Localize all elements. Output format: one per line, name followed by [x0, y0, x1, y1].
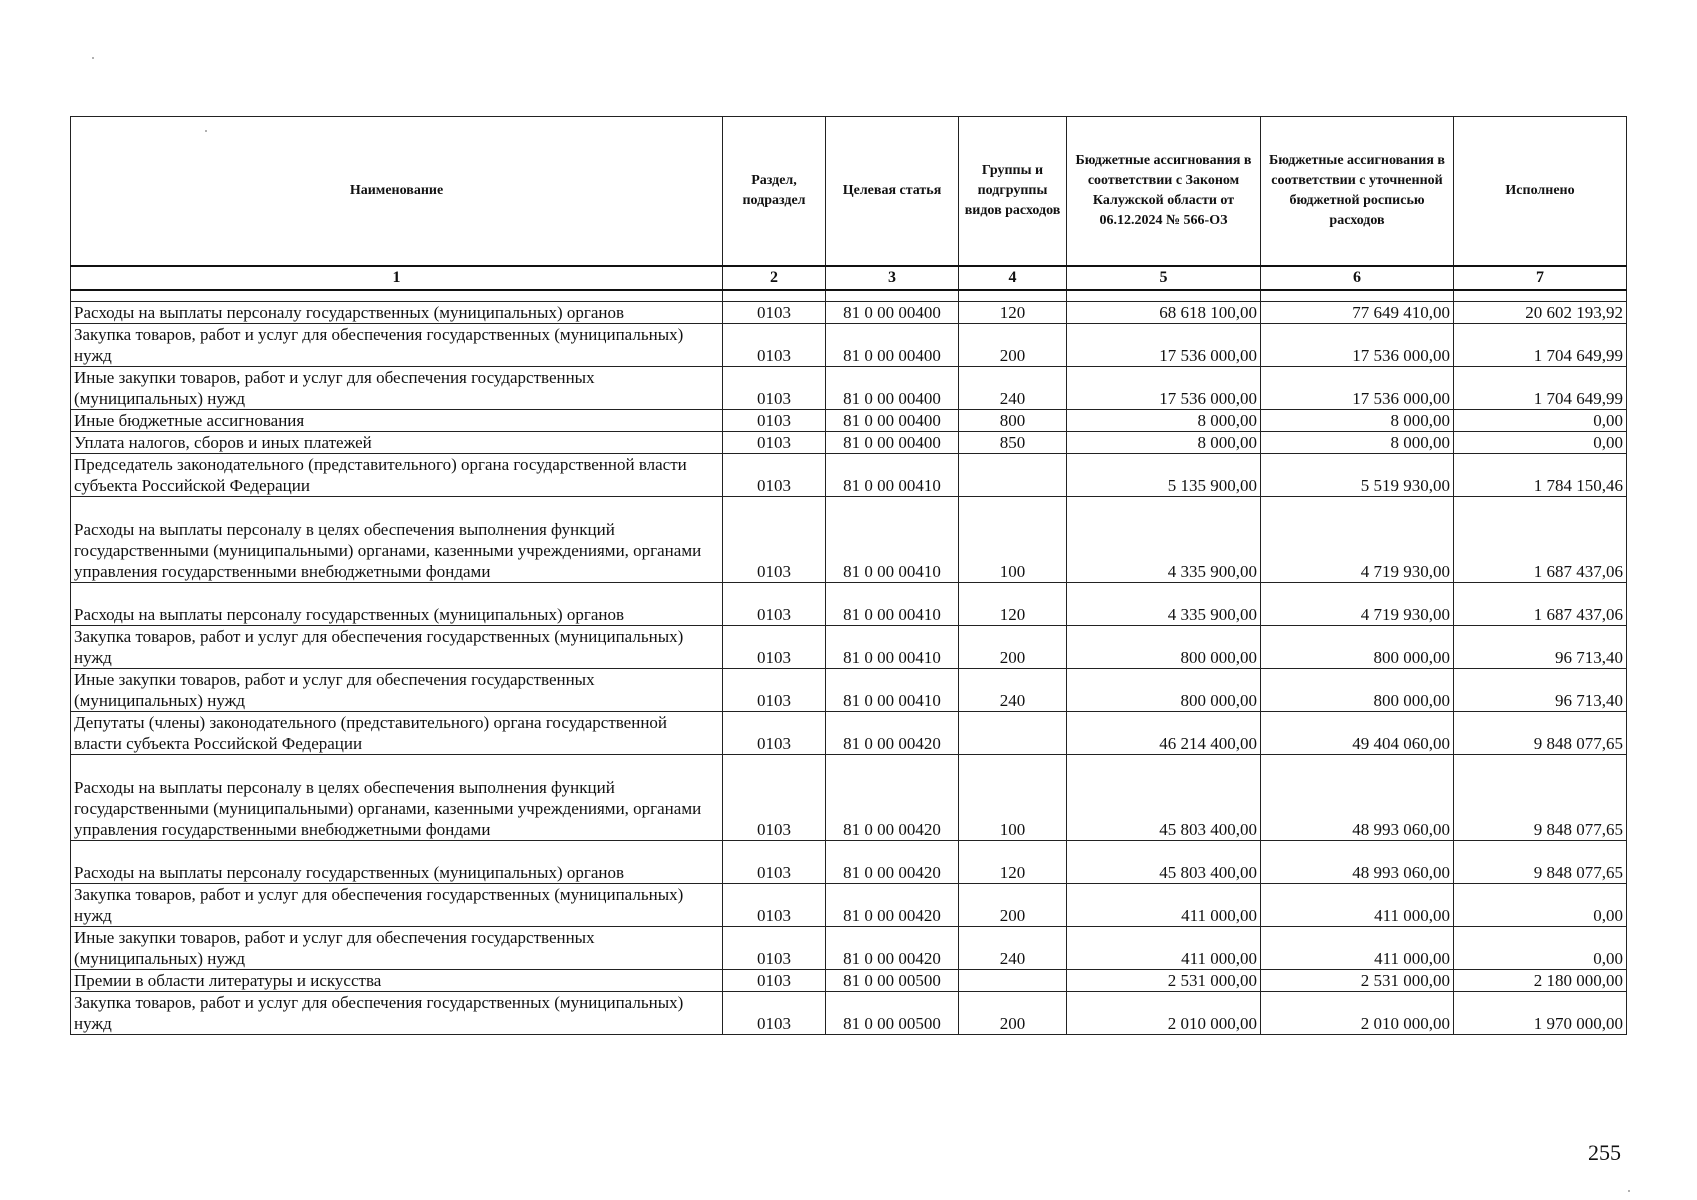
row-article: 81 0 00 00420: [826, 841, 959, 884]
table-row: [71, 324, 1627, 367]
column-number: 2: [723, 266, 826, 290]
row-group: 800: [959, 410, 1067, 432]
table-row: [71, 755, 1627, 841]
row-revised-allocation: 17 536 000,00: [1261, 367, 1454, 410]
scan-speck: [92, 57, 94, 59]
table-row: [71, 583, 1627, 626]
row-name: Депутаты (члены) законодательного (представительного) органа государственной власти субъекта Российской Федерации: [71, 712, 723, 755]
header-row: [71, 117, 1627, 267]
row-executed: 0,00: [1454, 432, 1627, 454]
row-name: Иные закупки товаров, работ и услуг для обеспечения государственных (муниципальных) нужд: [71, 669, 723, 712]
row-group: 200: [959, 992, 1067, 1035]
row-name: Иные закупки товаров, работ и услуг для обеспечения государственных (муниципальных) нужд: [71, 927, 723, 970]
row-section: 0103: [723, 324, 826, 367]
row-article: 81 0 00 00420: [826, 927, 959, 970]
row-executed: 0,00: [1454, 410, 1627, 432]
row-executed: 1 687 437,06: [1454, 583, 1627, 626]
column-number: 4: [959, 266, 1067, 290]
row-section: 0103: [723, 970, 826, 992]
row-executed: 0,00: [1454, 884, 1627, 927]
row-name: Расходы на выплаты персоналу государственных (муниципальных) органов: [71, 841, 723, 884]
column-number: 6: [1261, 266, 1454, 290]
row-revised-allocation: 8 000,00: [1261, 432, 1454, 454]
column-number: 3: [826, 266, 959, 290]
row-law-allocation: 5 135 900,00: [1067, 454, 1261, 497]
row-name: Расходы на выплаты персоналу в целях обеспечения выполнения функций государственными (муниципальными) органами, казенными учреждениями, органами управления государственными внебюджетными фондами: [71, 755, 723, 841]
table-row: [71, 992, 1627, 1035]
table-row: [71, 884, 1627, 927]
row-revised-allocation: 77 649 410,00: [1261, 302, 1454, 324]
row-revised-allocation: 17 536 000,00: [1261, 324, 1454, 367]
row-revised-allocation: 48 993 060,00: [1261, 841, 1454, 884]
row-article: 81 0 00 00420: [826, 755, 959, 841]
row-article: 81 0 00 00400: [826, 302, 959, 324]
row-group: 100: [959, 497, 1067, 583]
row-law-allocation: 45 803 400,00: [1067, 755, 1261, 841]
row-revised-allocation: 48 993 060,00: [1261, 755, 1454, 841]
row-name: Закупка товаров, работ и услуг для обеспечения государственных (муниципальных) нужд: [71, 884, 723, 927]
row-article: 81 0 00 00400: [826, 324, 959, 367]
header-section: Раздел, подраздел: [723, 117, 826, 267]
page-number: 255: [1588, 1140, 1621, 1165]
row-law-allocation: 45 803 400,00: [1067, 841, 1261, 884]
row-group: 120: [959, 841, 1067, 884]
scan-speck: [1628, 1190, 1630, 1192]
row-section: 0103: [723, 302, 826, 324]
row-article: 81 0 00 00410: [826, 583, 959, 626]
row-law-allocation: 800 000,00: [1067, 669, 1261, 712]
row-revised-allocation: 49 404 060,00: [1261, 712, 1454, 755]
table-row: [71, 367, 1627, 410]
header-executed: Исполнено: [1454, 117, 1627, 267]
row-group: 240: [959, 927, 1067, 970]
row-revised-allocation: 2 531 000,00: [1261, 970, 1454, 992]
row-law-allocation: 411 000,00: [1067, 927, 1261, 970]
table-row: [71, 626, 1627, 669]
table-row: [71, 454, 1627, 497]
header-revised-allocation: Бюджетные ассигнования в соответствии с уточненной бюджетной росписью расходов: [1261, 117, 1454, 267]
row-section: 0103: [723, 367, 826, 410]
row-group: 100: [959, 755, 1067, 841]
row-name: Иные бюджетные ассигнования: [71, 410, 723, 432]
row-executed: 9 848 077,65: [1454, 712, 1627, 755]
row-law-allocation: 411 000,00: [1067, 884, 1261, 927]
row-section: 0103: [723, 992, 826, 1035]
row-revised-allocation: 800 000,00: [1261, 626, 1454, 669]
row-section: 0103: [723, 927, 826, 970]
row-revised-allocation: 800 000,00: [1261, 669, 1454, 712]
row-revised-allocation: 8 000,00: [1261, 410, 1454, 432]
spacer-row: [71, 290, 1627, 302]
row-article: 81 0 00 00410: [826, 497, 959, 583]
row-law-allocation: 800 000,00: [1067, 626, 1261, 669]
row-article: 81 0 00 00400: [826, 410, 959, 432]
table-row: [71, 927, 1627, 970]
row-executed: 1 704 649,99: [1454, 324, 1627, 367]
row-section: 0103: [723, 884, 826, 927]
row-revised-allocation: 411 000,00: [1261, 927, 1454, 970]
row-name: Расходы на выплаты персоналу государственных (муниципальных) органов: [71, 302, 723, 324]
row-name: Расходы на выплаты персоналу в целях обеспечения выполнения функций государственными (муниципальными) органами, казенными учреждениями, органами управления государственными внебюджетными фондами: [71, 497, 723, 583]
row-law-allocation: 17 536 000,00: [1067, 367, 1261, 410]
row-executed: 9 848 077,65: [1454, 755, 1627, 841]
row-executed: 1 704 649,99: [1454, 367, 1627, 410]
header-group: Группы и подгруппы видов расходов: [959, 117, 1067, 267]
row-section: 0103: [723, 841, 826, 884]
column-number: 1: [71, 266, 723, 290]
row-name: Уплата налогов, сборов и иных платежей: [71, 432, 723, 454]
row-law-allocation: 4 335 900,00: [1067, 497, 1261, 583]
row-law-allocation: 8 000,00: [1067, 432, 1261, 454]
row-executed: 0,00: [1454, 927, 1627, 970]
row-group: 200: [959, 884, 1067, 927]
table-row: [71, 410, 1627, 432]
column-number-row: [71, 266, 1627, 290]
column-number: 5: [1067, 266, 1261, 290]
budget-table-body: [71, 290, 1627, 1035]
row-group: [959, 454, 1067, 497]
row-section: 0103: [723, 583, 826, 626]
row-law-allocation: 8 000,00: [1067, 410, 1261, 432]
row-revised-allocation: 2 010 000,00: [1261, 992, 1454, 1035]
row-revised-allocation: 411 000,00: [1261, 884, 1454, 927]
row-executed: 9 848 077,65: [1454, 841, 1627, 884]
row-section: 0103: [723, 712, 826, 755]
table-row: [71, 302, 1627, 324]
row-group: 200: [959, 324, 1067, 367]
row-name: Закупка товаров, работ и услуг для обеспечения государственных (муниципальных) нужд: [71, 324, 723, 367]
row-group: 850: [959, 432, 1067, 454]
row-section: 0103: [723, 454, 826, 497]
row-name: Иные закупки товаров, работ и услуг для обеспечения государственных (муниципальных) нужд: [71, 367, 723, 410]
row-name: Расходы на выплаты персоналу государственных (муниципальных) органов: [71, 583, 723, 626]
column-number: 7: [1454, 266, 1627, 290]
row-law-allocation: 2 010 000,00: [1067, 992, 1261, 1035]
row-group: [959, 970, 1067, 992]
row-group: 120: [959, 583, 1067, 626]
row-group: 200: [959, 626, 1067, 669]
row-article: 81 0 00 00420: [826, 884, 959, 927]
row-article: 81 0 00 00410: [826, 454, 959, 497]
row-section: 0103: [723, 669, 826, 712]
table-row: [71, 497, 1627, 583]
row-name: Премии в области литературы и искусства: [71, 970, 723, 992]
row-executed: 1 687 437,06: [1454, 497, 1627, 583]
row-section: 0103: [723, 626, 826, 669]
table-row: [71, 432, 1627, 454]
row-executed: 96 713,40: [1454, 626, 1627, 669]
table-row: [71, 841, 1627, 884]
table-row: [71, 669, 1627, 712]
row-article: 81 0 00 00410: [826, 626, 959, 669]
row-section: 0103: [723, 755, 826, 841]
row-law-allocation: 2 531 000,00: [1067, 970, 1261, 992]
row-article: 81 0 00 00500: [826, 992, 959, 1035]
header-name: Наименование: [71, 117, 723, 267]
row-group: 240: [959, 669, 1067, 712]
row-law-allocation: 46 214 400,00: [1067, 712, 1261, 755]
budget-table: [70, 116, 1627, 1035]
header-article: Целевая статья: [826, 117, 959, 267]
row-revised-allocation: 4 719 930,00: [1261, 583, 1454, 626]
table-row: [71, 712, 1627, 755]
row-group: [959, 712, 1067, 755]
row-section: 0103: [723, 497, 826, 583]
row-law-allocation: 4 335 900,00: [1067, 583, 1261, 626]
row-section: 0103: [723, 432, 826, 454]
row-article: 81 0 00 00420: [826, 712, 959, 755]
row-name: Закупка товаров, работ и услуг для обеспечения государственных (муниципальных) нужд: [71, 992, 723, 1035]
row-name: Закупка товаров, работ и услуг для обеспечения государственных (муниципальных) нужд: [71, 626, 723, 669]
row-section: 0103: [723, 410, 826, 432]
row-article: 81 0 00 00400: [826, 367, 959, 410]
row-group: 240: [959, 367, 1067, 410]
row-executed: 1 970 000,00: [1454, 992, 1627, 1035]
row-law-allocation: 68 618 100,00: [1067, 302, 1261, 324]
row-group: 120: [959, 302, 1067, 324]
row-executed: 96 713,40: [1454, 669, 1627, 712]
row-executed: 1 784 150,46: [1454, 454, 1627, 497]
table-row: [71, 970, 1627, 992]
row-revised-allocation: 4 719 930,00: [1261, 497, 1454, 583]
row-article: 81 0 00 00500: [826, 970, 959, 992]
row-article: 81 0 00 00410: [826, 669, 959, 712]
row-name: Председатель законодательного (представительного) органа государственной власти субъекта Российской Федерации: [71, 454, 723, 497]
row-executed: 2 180 000,00: [1454, 970, 1627, 992]
row-revised-allocation: 5 519 930,00: [1261, 454, 1454, 497]
row-law-allocation: 17 536 000,00: [1067, 324, 1261, 367]
header-law-allocation: Бюджетные ассигнования в соответствии с Законом Калужской области от 06.12.2024 № 566-ОЗ: [1067, 117, 1261, 267]
row-executed: 20 602 193,92: [1454, 302, 1627, 324]
row-article: 81 0 00 00400: [826, 432, 959, 454]
